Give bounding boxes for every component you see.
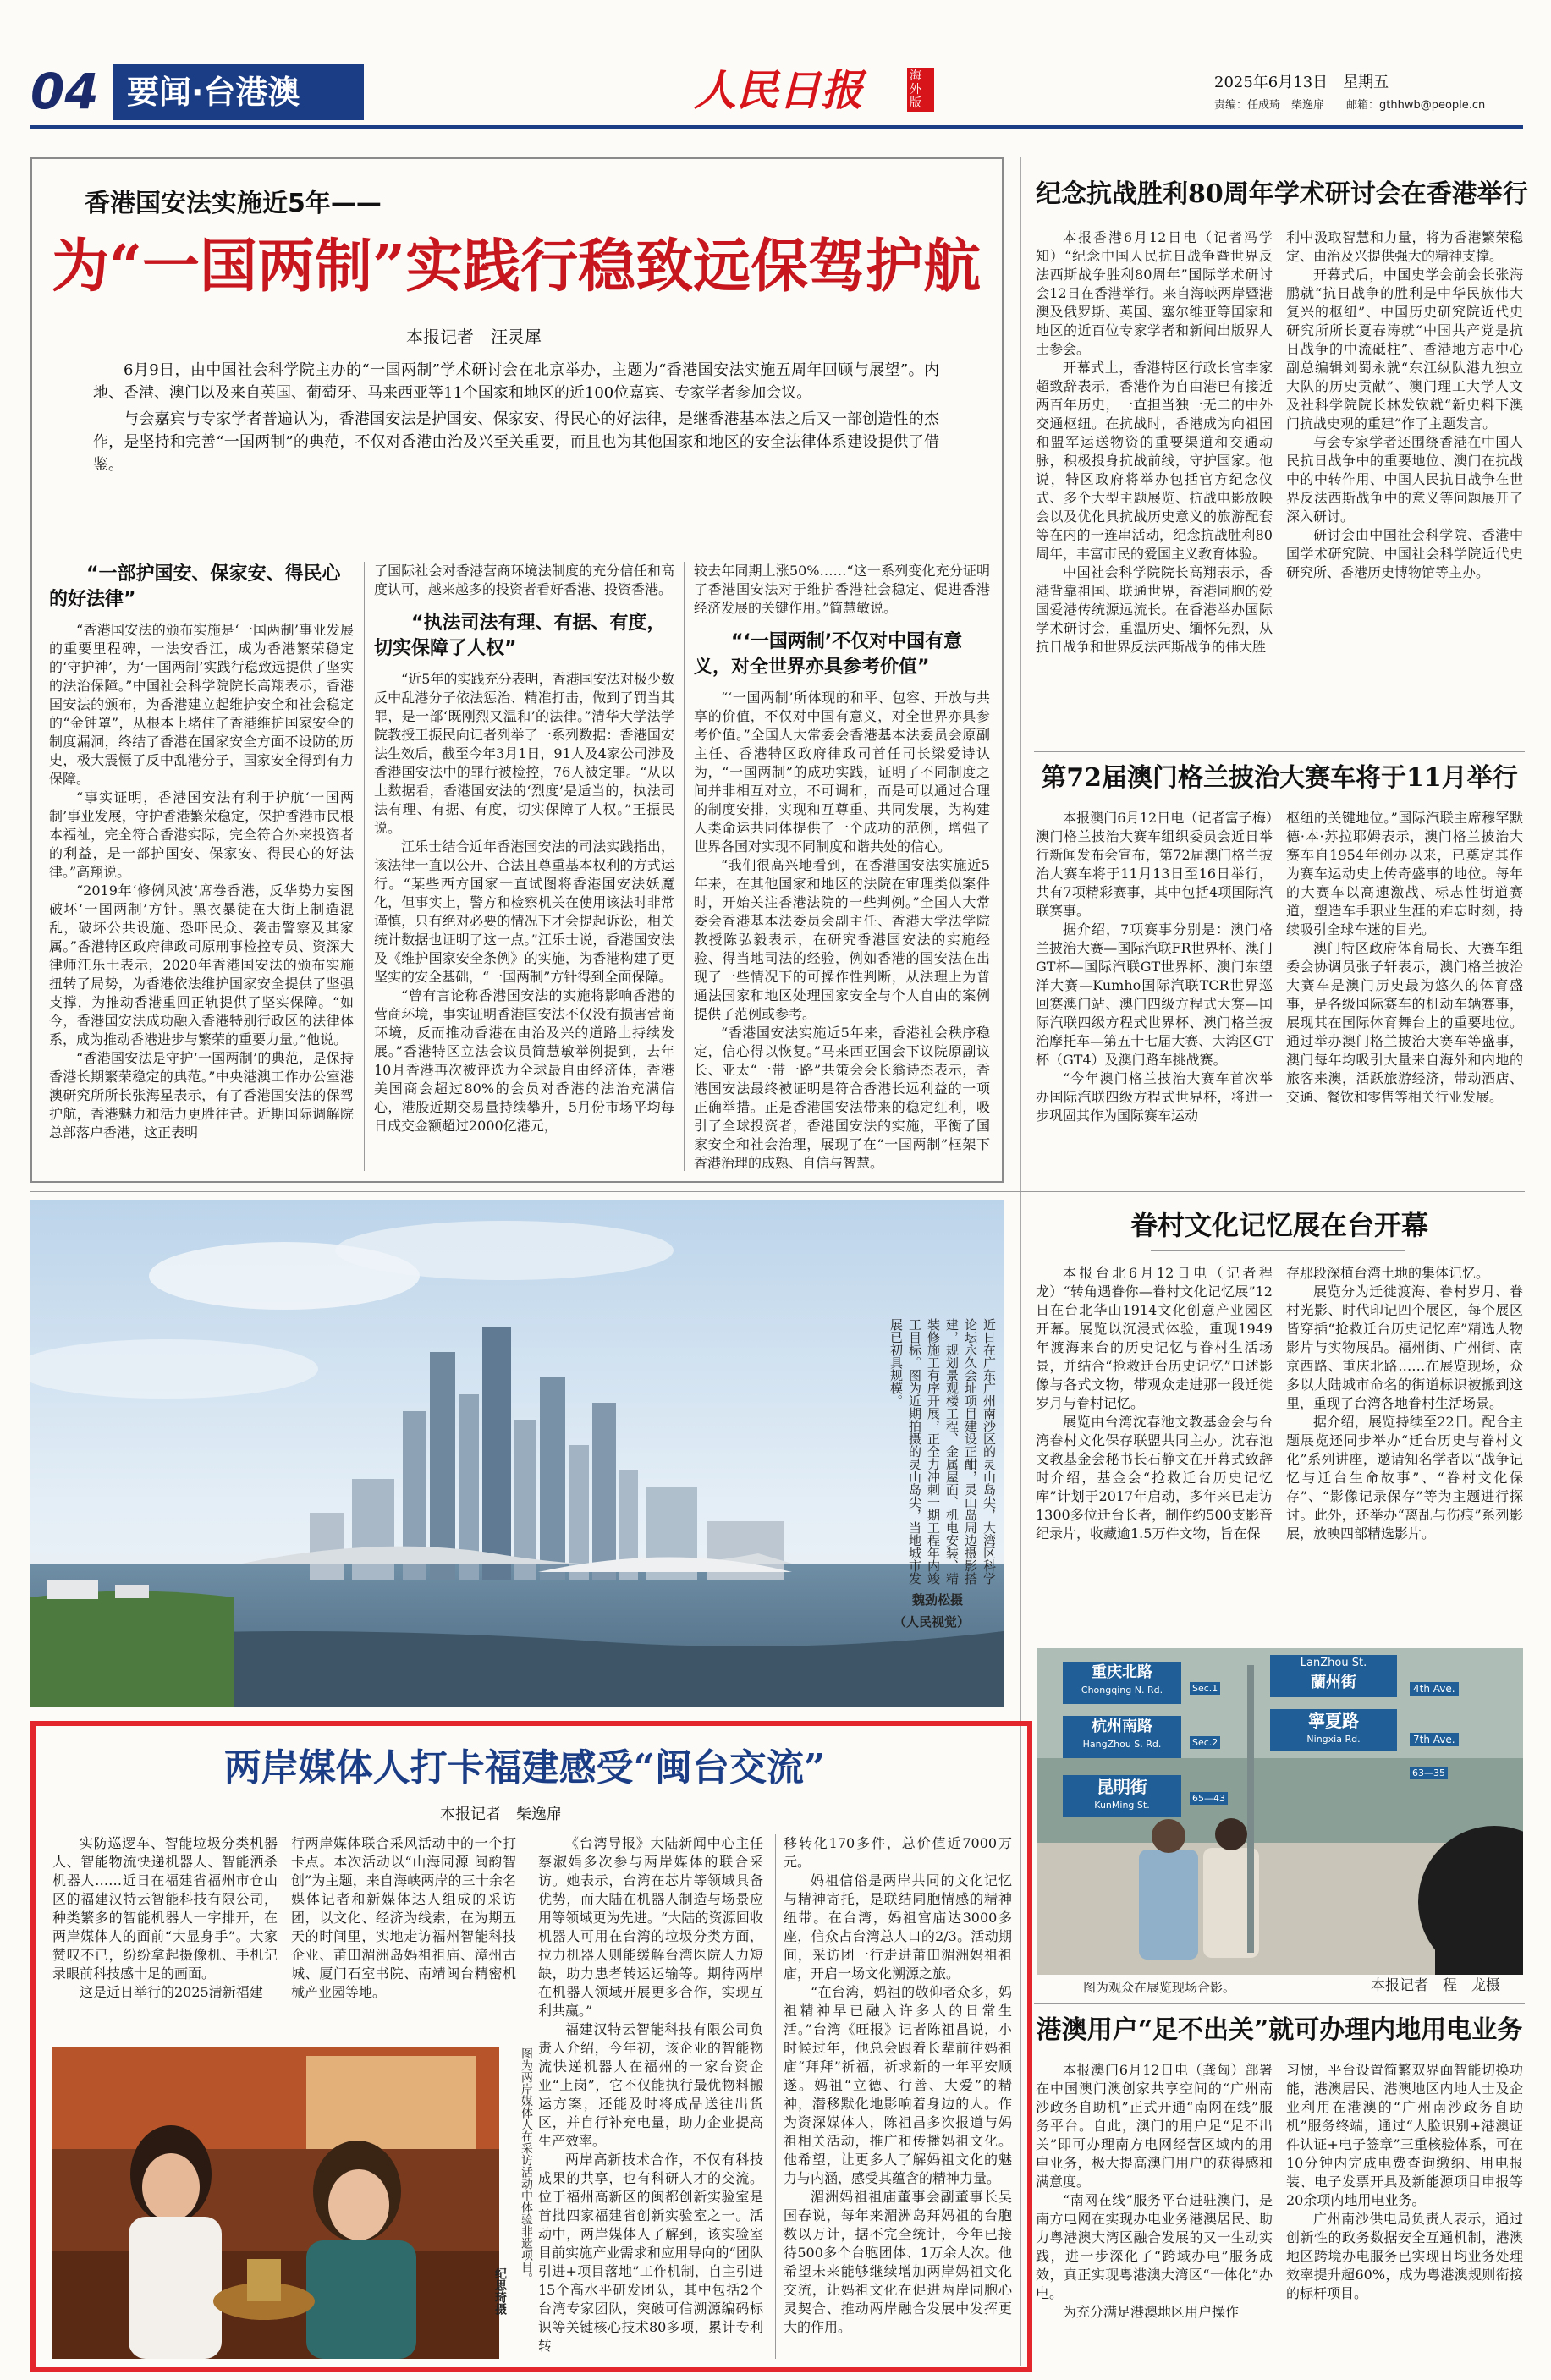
right4-col1-p2: “南网在线”服务平台进驻澳门，是南方电网在实现办电业务港澳居民、助力粤港澳大湾区融合发展的又一生动实践，进一步深化了“跨域办电”服务成效，真正实现粤港澳大湾区“一体化”办电。 (1036, 2192, 1273, 2301)
feature-col4-p3: “在台湾，妈祖的敬仰者众多，妈祖精神早已融入许多人的日常生活。”台湾《旺报》记者陈祖昌说，小时候过年，他总会跟着长辈前往妈祖庙“拜拜”祈福，祈求新的一年平安顺遂。妈祖“立德、行善、大爱”的精神，潜移默化地影响着身边的人。作为资深媒体人，陈祖昌多次报道与妈祖相关活动，推广和传播妈祖文化。他希望，让更多人了解妈祖文化的魅力与内涵，感受其蕴含的精神力量。 (784, 1984, 1012, 2186)
sign-sec1: Sec.1 (1190, 1682, 1220, 1695)
feature-photo (52, 2047, 499, 2359)
right2-headline: 第72届澳门格兰披治大赛车将于11月举行 (1041, 763, 1518, 793)
feature-col1-p2: 这是近日举行的2025清新福建 (80, 1984, 263, 2000)
sign-ningxia (1270, 1709, 1397, 1751)
right1-col1 (1036, 228, 1273, 753)
lead-col1 (49, 562, 354, 1171)
right3-col1-p2: 展览由台湾沈春池文教基金会与台湾眷村文化保存联盟共同主办。沈春池文教基金会秘书长石静文在开幕式致辞时介绍，基金会“抢救迁台历史记忆库”计划于2017年启动，多年来已走访1300多位迁台长者，制作约500支影音纪录片，收藏逾1.5万件文物，旨在保 (1036, 1414, 1273, 1542)
sign-chongqing-cn: 重庆北路 (1092, 1663, 1152, 1681)
lead-col3-p3: “香港国安法实施近5年来，香港社会秩序稳定，信心得以恢复。”马来西亚国会下议院原副议长、亚太“一带一路”共策会会长翁诗杰表示，香港国安法最终被证明是符合香港长远利益的一项正确举措。正是香港国安法带来的稳定红利，吸引了全球投资者，香港国安法的实施，平衡了国家安全和社会治理，展现了在“一国两制”框架下香港治理的成熟、自信与智慧。 (694, 1025, 990, 1171)
sign-chongqing-en: Chongqing N. Rd. (1081, 1685, 1163, 1696)
right1-col1-p3: 中国社会科学院院长高翔表示，香港背靠祖国、联通世界，香港同胞的爱国爱港传统源远流长。在香港举办国际学术研讨会，重温历史、缅怀先烈，从抗日战争和世界反法西斯战争的伟大胜 (1036, 564, 1273, 655)
feature-col1 (52, 1834, 278, 2037)
sign-4th-ave: 4th Ave. (1410, 1682, 1459, 1696)
lead-byline: 本报记者 汪灵犀 (406, 327, 542, 347)
right3-col2-p2: 展览分为迁徙渡海、眷村岁月、眷村光影、时代印记四个展区，每个展区皆穿插“抢救迁台历史记忆库”精选人物影片与实物展品。福州街、广州街、南京西路、重庆北路……在展览现场，众多以大陆城市命名的街道标识被搬到这里，重现了台湾各地眷村生活场景。 (1286, 1283, 1523, 1411)
feature-photo-illustration (52, 2047, 499, 2359)
lead-col3-p2: “我们很高兴地看到，在香港国安法实施近5年来，在其他国家和地区的法院在审理类似案件时，开始关注香港法院的一些判例。”全国人大常委会香港基本法委员会副主任、香港大学法学院教授陈弘毅表示，在研究香港国安法的实施经验、得当地司法的经验，例如香港的国安法在出现了一些情况下的可操作性判断，从法理上为普通法国家和地区处理国家安全与个人自由的案例提供了范例或参考。 (694, 857, 990, 1022)
right1-col2-p2: 开幕式后，中国史学会前会长张海鹏就“抗日战争的胜利是中华民族伟大复兴的枢纽”、中国历史研究院近代史研究所所长夏春涛就“中国共产党是抗日战争的中流砥柱”、香港地方志中心副总编辑刘蜀永就“东江纵队港九独立大队的历史贡献”、澳门理工大学人文及社科学院院长林发钦就“新史料下澳门抗战史观的重建”作了主题发言。 (1286, 267, 1523, 431)
right1-col2 (1286, 228, 1523, 753)
feature-col3-p3: 两岸高新技术合作，不仅有科技成果的共享，也有科研人才的交流。位于福州高新区的闽都创新实验室是首批四家福建省创新实验室之一。活动中，两岸媒体人了解到，该实验室目前实施产业需求和应用导向的“团队引进+项目落地”工作机制，自主引进15个高水平研发团队，其中包括2个台湾专家团队，突破可信溯源编码标识等关键核心技术80多项，累计专利转 (538, 2152, 763, 2354)
sign-chongqing (1063, 1662, 1181, 1704)
lead-col2-p3: “曾有言论称香港国安法的实施将影响香港的营商环境，事实证明香港国安法不仅没有损害营商环境，反而推动香港在由治及兴的道路上持续发展。”香港特区立法会议员简慧敏举例提到，去年10月香港再次被评选为全球最自由经济体，香港美国商会超过80%的会员对香港的法治充满信心，港股近期交易量持续攀升，5月份市场平均每日成交金额超过2000亿港元， (374, 987, 674, 1134)
right2-col1-p1: 本报澳门6月12日电（记者富子梅）澳门格兰披治大赛车组织委员会近日举行新闻发布会宣布，第72届澳门格兰披治大赛车将于11月13日至16日举行，共有7项精彩赛事，其中包括4项国际汽联赛事。 (1036, 810, 1273, 919)
editors-line: 责编：任成琦 柴逸扉 邮箱：gthhwb@people.cn (1214, 99, 1486, 112)
right3-col1-p1: 本报台北6月12日电（记者程龙）“转角遇眷你—眷村文化记忆展”12日在台北华山1914文化创意产业园区开幕。展览以沉浸式体验，重现1949年渡海来台的历史记忆与眷村生活场景，并结合“抢救迁台历史记忆”口述影像与各式文物，带观众走进那一段迁徙岁月与眷村记忆。 (1036, 1265, 1273, 1411)
feature-col4 (784, 1834, 1012, 2359)
feature-photo-caption-text: 图为两岸媒体人在采访活动中体验非遗项目。 (520, 2047, 533, 2284)
feature-col3 (538, 1834, 763, 2359)
right2-col1-p2: 据介绍，7项赛事分别是：澳门格兰披治大赛—国际汽联FR世界杯、澳门GT杯—国际汽联GT世界杯、澳门东望洋大赛—Kumho国际汽联TCR世界巡回赛澳门站、澳门四级方程式大赛—国际汽联四级方程式世界杯、澳门格兰披治摩托车—第五十七届大赛、大湾区GT杯（GT4）及澳门路车挑战赛。 (1036, 921, 1273, 1068)
feature-photo-credit-text: 纪思琦摄 (493, 2267, 507, 2315)
lead-col3-top: 较去年同期上涨50%……“这一系列变化充分证明了香港国安法对于维护香港社会稳定、促进香港经济发展的关键作用。”简慧敏说。 (694, 563, 990, 616)
right2-col1 (1036, 809, 1273, 1181)
sign-65-43: 65—43 (1190, 1792, 1228, 1805)
sign-lanzhou (1270, 1655, 1397, 1697)
photo1-source: （人民视觉） (894, 1614, 971, 1630)
lead-col2-p2: 江乐士结合近年香港国安法的司法实践指出，该法律一直以公开、合法且尊重基本权利的方式运行。“某些西方国家一直试图将香港国安法妖魔化，但事实上，警方和检察机关在使用该法时非常谨慎，只有绝对必要的情况下才会提起诉讼，相关统计数据也证明了这一点。”江乐士说，香港国安法及《维护国家安全条例》的实施，为香港构建了更坚实的安全基础，“一国两制”方针得到全面保障。 (374, 838, 674, 985)
right2-col1-p3: “今年澳门格兰披治大赛车首次举办国际汽联四级方程式世界杯，将进一步巩固其作为国际赛车运动 (1036, 1070, 1273, 1124)
sign-63-35: 63—35 (1410, 1767, 1448, 1779)
sign-sec2: Sec.2 (1190, 1736, 1220, 1749)
feature-col3-p1: 《台湾导报》大陆新闻中心主任蔡淑娟多次参与两岸媒体的联合采访。她表示，台湾在芯片等领域具备优势，而大陆在机器人制造与场景应用等领域更为先进。“大陆的资源回收机器人可用在台湾的垃圾分类方面，拉力机器人则能缓解台湾医院人力短缺，助力患者转运运输等。期待两岸在机器人领域开展更多合作，实现互利共赢。” (538, 1835, 763, 2019)
right3-headline: 眷村文化记忆展在台开幕 (1130, 1209, 1428, 1241)
feature-col2-p1: 行两岸媒体联合采风活动中的一个打卡点。本次活动以“山海同源 闽韵智创”为主题，来自海峡两岸的三十余名媒体记者和新媒体达人组成的采访团，以文化、经济为线索，在为期五天的时间里，实地走访福州智能科技企业、莆田湄洲岛妈祖祖庙、漳州古城、厦门石室书院、南靖闽台精密机械产业园等地。 (291, 1835, 516, 2000)
right1-headline: 纪念抗战胜利80周年学术研讨会在香港举行 (1036, 179, 1528, 209)
sign-7th-ave: 7th Ave. (1410, 1733, 1459, 1746)
issue-date: 2025年6月13日 星期五 (1214, 74, 1389, 91)
lead-intro-p1: 6月9日，由中国社会科学院主办的“一国两制”学术研讨会在北京举办，主题为“香港国安法实施五周年回顾与展望”。内地、香港、澳门以及来自英国、葡萄牙、马来西亚等11个国家和地区的近100位嘉宾、专家学者参加会议。 (93, 361, 939, 402)
right3-col2-p1: 存那段深植台湾土地的集体记忆。 (1286, 1265, 1490, 1281)
right4-col2-p1: 习惯，平台设置简繁双界面智能切换功能，港澳居民、港澳地区内地人士及企业利用在港澳的“广州南沙政务自助机”服务终端，通过“人脸识别+港澳证件认证+电子签章”三重核验体系，可在10分钟内完成电费查询缴纳、用电报装、电子发票开具及新能源项目申报等20余项内地用电业务。 (1286, 2062, 1523, 2208)
lead-kicker: 香港国安法实施近5年—— (85, 189, 382, 218)
page-number: 04 (30, 63, 99, 120)
lead-subhead-2: “执法司法有理、有据、有度，切实保障了人权” (374, 613, 666, 659)
feature-col2 (291, 1834, 516, 2037)
lead-col3 (694, 562, 990, 1171)
right1-col1-p1: 本报香港6月12日电（记者冯学知）“纪念中国人民抗日战争暨世界反法西斯战争胜利80周年”国际学术研讨会12日在香港举行。来自海峡两岸暨港澳及俄罗斯、英国、塞尔维亚等国家和地区的近百位专家学者和新闻出版界人士参会。 (1036, 229, 1273, 357)
feature-col4-p2: 妈祖信俗是两岸共同的文化记忆与精神寄托，是联结同胞情感的精神纽带。在台湾，妈祖宫庙达3000多座，信众占台湾总人口的2/3。活动期间，采访团一行走进莆田湄洲妈祖祖庙，开启一场文化溯源之旅。 (784, 1872, 1012, 1982)
right4-col1-p1: 本报澳门6月12日电（龚匈）部署在中国澳门澳创家共享空间的“广州南沙政务自助机”正式开通“南网在线”服务平台。自此，澳门的用户足“足不出关”即可办理南方电网经营区域内的用电业务，极大提高澳门用户的获得感和满意度。 (1036, 2062, 1273, 2190)
sign-hangzhou-cn: 杭州南路 (1092, 1718, 1152, 1735)
lead-col1-p4: “香港国安法是守护‘一国两制’的典范，是保持香港长期繁荣稳定的典范。”中央港澳工作办公室港澳研究所所长张海星表示，有了香港国安法的保驾护航，香港魅力和活力更胜往昔。近期国际调解院总部落户香港，这正表明 (49, 1050, 354, 1141)
feature-headline: 两岸媒体人打卡福建感受“闽台交流” (223, 1746, 826, 1789)
sign-kunming-cn: 昆明街 (1097, 1777, 1147, 1797)
lead-col1-p1: “香港国安法的颁布实施是‘一国两制’事业发展的重要里程碑，一法安香江，成为香港繁荣稳定的‘守护神’，为‘一国两制’实践行稳致远提供了坚实的法治保障。”中国社会科学院院长高翔表示，香港国安法的颁布，为香港建立起维护安全和社会稳定的“金钟罩”，从根本上堵住了香港维护国家安全的制度漏洞，终结了香港在国家安全方面不设防的历史，极大震慑了反中乱港分子，国家安全得到有力保障。 (49, 622, 354, 787)
photo1-caption (863, 1318, 998, 1589)
sign-ningxia-cn: 寧夏路 (1308, 1711, 1359, 1731)
skyline-illustration (30, 1200, 1004, 1707)
lead-col1-p3: “2019年‘修例风波’席卷香港，反华势力妄图破坏‘一国两制’方针。黑衣暴徒在大街上制造混乱，破坏公共设施、恐吓民众、袭击警察及其家属。”香港特区政府律政司原刑事检控专员、资深大律师江乐士表示，2020年香港国安法的颁布实施扭转了局势，为香港依法维护国家安全提供了坚强支撑，为推动香港重回正轨提供了坚实保障。“如今，香港国安法成功融入香港特别行政区的法律体系，成为推动香港进步与繁荣的重要力量。”他说。 (49, 882, 354, 1047)
lead-col1-p2: “事实证明，香港国安法有利于护航‘一国两制’事业发展，守护香港繁荣稳定，保护香港市民根本福祉，完全符合香港实际，完全符合外来投资者的利益，是一部护国安、保家安、得民心的好法律。”高翔说。 (49, 789, 354, 880)
right1-col1-p2: 开幕式上，香港特区行政长官李家超致辞表示，香港作为自由港已有接近两百年历史，一直担当独一无二的中外交通枢纽。在抗战时，香港成为向祖国和盟军运送物资的重要渠道和交通动脉，积极投身抗战前线，守护国家。他说，特区政府将举办包括官方纪念仪式、多个大型主题展览、抗战电影放映会以及优化具抗战历史意义的旅游配套等在内的一连串活动，纪念抗战胜利80周年，丰富市民的爱国主义教育体验。 (1036, 360, 1273, 562)
right3-col2-p3: 据介绍，展览持续至22日。配合主题展览还同步举办“迁台历史与眷村文化”系列讲座，邀请知名学者以“战争记忆与迁台生命故事”、“眷村文化保存”、“影像记录保存”等为主题进行探讨。此外，还举办“离乱与伤痕”系列影展，放映四部精选影片。 (1286, 1414, 1523, 1542)
lead-subhead-1: “一部护国安、保家安、得民心的好法律” (49, 563, 341, 610)
right3-col2 (1286, 1264, 1523, 1636)
street-signs-photo (1037, 1648, 1523, 1975)
sign-hangzhou-en: HangZhou S. Rd. (1082, 1739, 1162, 1750)
right4-headline: 港澳用户“足不出关”就可办理内地用电业务 (1036, 2015, 1523, 2045)
feature-col1-p1: 实防巡逻车、智能垃圾分类机器人、智能物流快递机器人、智能洒杀机器人……近日在福建省福州市仓山区的福建汉特云智能科技有限公司，种类繁多的智能机器人一字排开，在两岸媒体人的面前“大显身手”。大家赞叹不已，纷纷拿起摄像机、手机记录眼前科技感十足的画面。 (52, 1835, 278, 1982)
edition-badge: 海外版 (907, 68, 934, 112)
right4-col2-p2: 广州南沙供电局负责人表示，通过创新性的政务数据安全互通机制，港澳地区跨境办电服务已实现日均业务处理效率提升超60%，成为粤港澳规则衔接的标杆项目。 (1286, 2211, 1523, 2301)
lead-col2-top: 了国际社会对香港营商环境法制度的充分信任和高度认可，越来越多的投资者看好香港、投资香港。 (374, 563, 674, 597)
right3-col1 (1036, 1264, 1273, 1636)
nansha-skyline-photo (30, 1200, 1004, 1707)
lead-col3-p1: “‘一国两制’所体现的和平、包容、开放与共享的价值，不仅对中国有意义，对全世界亦具参考价值。”全国人大常委会香港基本法委员会原副主任、香港特区政府律政司首任司长梁爱诗认为，“一国两制”的成功实践，证明了不同制度之间并非相互对立，不可调和，而是可以通过合理的制度安排，实现和互尊重、共同发展，为构建人类命运共同体提供了一个成功的范例，增强了世界各国对实现不同制度和谐共处的信心。 (694, 690, 990, 855)
feature-photo-credit (491, 2267, 509, 2315)
sign-ningxia-en: Ningxia Rd. (1306, 1734, 1361, 1745)
photo1-caption-text: 近日在广东广州南沙区的灵山岛尖，大湾区科学论坛永久会址项目建设正酣，灵山岛周边摄影搭建，规划景观楼工程、金属屋面、机电安装、精装修施工有序开展，正全力冲刺一期工程年内竣工目标。图为近期拍摄的灵山岛尖，当地城市发展已初具规模。 (888, 1318, 997, 1585)
header-rule (30, 125, 1523, 129)
feature-col4-p1: 移转化170多件，总价值近7000万元。 (784, 1835, 1012, 1870)
right1-col2-p4: 研讨会由中国社会科学院、香港中国学术研究院、中国社会科学院近代史研究所、香港历史博物馆等主办。 (1286, 527, 1523, 580)
sign-hangzhou (1063, 1716, 1181, 1758)
right2-col2-p2: 澳门特区政府体育局长、大赛车组委会协调员张子轩表示，澳门格兰披治大赛车是澳门历史最为悠久的体育盛事，是各级国际赛车的机动车辆赛事，展现其在国际体育舞台上的重要地位。通过举办澳门格兰披治大赛车等盛事，澳门每年均吸引大量来自海外和内地的旅客来澳，活跃旅游经济，带动酒店、交通、餐饮和零售等相关行业发展。 (1286, 940, 1523, 1105)
feature-col4-p4: 湄洲妈祖祖庙董事会副董事长吴国春说，每年来湄洲岛拜妈祖的台胞数以万计，据不完全统计，今年已接待500多个台胞团体、1万余人次。他希望未来能够继续增加两岸妈祖文化交流，让妈祖文化在促进两岸同胞心灵契合、推动两岸融合发展中发挥更大的作用。 (784, 2189, 1012, 2335)
right4-col1 (1036, 2061, 1273, 2361)
sign-kunming (1063, 1775, 1181, 1817)
right4-col2 (1286, 2061, 1523, 2361)
sign-lanzhou-cn: 蘭州街 (1311, 1674, 1356, 1691)
section-name: 要闻·台港澳 (127, 74, 300, 111)
right1-col2-p1: 利中汲取智慧和力量，将为香港繁荣稳定、由治及兴提供强大的精神支撑。 (1286, 229, 1523, 264)
right1-col2-p3: 与会专家学者还围绕香港在中国人民抗日战争中的重要地位、澳门在抗战中的中转作用、中国人民抗日战争在世界反法西斯战争中的意义等问题展开了深入研讨。 (1286, 434, 1523, 525)
right4-col1-p3: 为充分满足港澳地区用户操作 (1063, 2304, 1240, 2320)
masthead: 人民日报 (694, 65, 863, 115)
lead-headline: 为“一国两制”实践行稳致远保驾护航 (51, 233, 982, 300)
sign-kunming-en: KunMing St. (1094, 1800, 1150, 1811)
photo2-caption: 图为观众在展览现场合影。 (1083, 1980, 1236, 1995)
feature-col3-p2: 福建汉特云智能科技有限公司负责人介绍，今年初，该企业的智能物流快递机器人在福州的一家台资企业“上岗”，它不仅能执行最优物料搬运方案，还能及时将成品送往出货区，并自行补充电量，助力企业提高生产效率。 (538, 2021, 763, 2149)
lead-col2 (374, 562, 674, 1171)
lead-subhead-3: “‘一国两制’不仅对中国有意义，对全世界亦具参考价值” (694, 631, 963, 678)
right2-col2 (1286, 809, 1523, 1181)
sign-lanzhou-en: LanZhou St. (1300, 1657, 1367, 1669)
feature-photo-caption (513, 2047, 535, 2361)
feature-byline: 本报记者 柴逸扉 (440, 1806, 562, 1823)
right2-col2-p1: 枢纽的关键地位。”国际汽联主席穆罕默德·本·苏拉耶姆表示，澳门格兰披治大赛车自1954年创办以来，已奠定其作为赛车运动史上传奇盛事的地位。每年的大赛车以高速激战、标志性街道赛道，塑造车手职业生涯的难忘时刻，持续吸引全球车迷的目光。 (1286, 810, 1523, 937)
photo2-credit: 本报记者 程 龙摄 (1371, 1977, 1500, 1994)
lead-intro-p2: 与会嘉宾与专家学者普遍认为，香港国安法是护国安、保家安、得民心的好法律，是继香港基本法之后又一部创造性的杰作，是坚持和完善“一国两制”的典范，不仅对香港由治及兴至关重要，而且也为其他国家和地区的安全法律体系建设提供了借鉴。 (93, 410, 939, 474)
photo1-credit: 魏劲松摄 (912, 1592, 964, 1608)
lead-col2-p1: “近5年的实践充分表明，香港国安法对极少数反中乱港分子依法惩治、精准打击，做到了罚当其罪，是一部‘既刚烈又温和’的法律。”清华大学法学院教授王振民向记者列举了一系列数据：香港国安法生效后，截至今年3月1日，91人及4家公司涉及香港国安法中的罪行被检控，76人被定罪。“从以上数据看，香港国安法的‘烈度’是适当的，执法司法有理、有据、有度，切实保障了人权。”王振民说。 (374, 671, 674, 836)
lead-intro (93, 359, 939, 528)
